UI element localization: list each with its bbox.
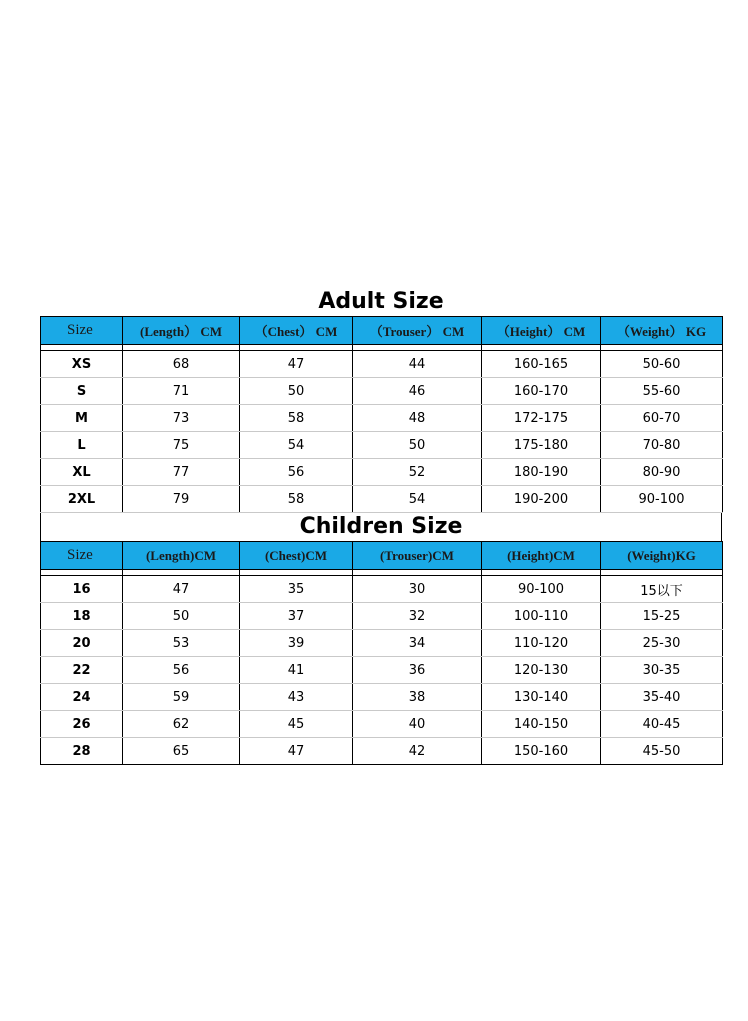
- table-row: [41, 738, 723, 765]
- table-row: [41, 657, 723, 684]
- children-header-trouser: (Trouser)CM: [353, 542, 482, 570]
- chest-cell: 58: [240, 405, 353, 432]
- size-cell: 18: [41, 603, 123, 630]
- chest-cell: 50: [240, 378, 353, 405]
- trouser-cell: 36: [353, 657, 482, 684]
- weight-cell: 15-25: [601, 603, 723, 630]
- weight-cell: 45-50: [601, 738, 723, 765]
- chest-cell: 45: [240, 711, 353, 738]
- trouser-cell: 38: [353, 684, 482, 711]
- size-cell: 22: [41, 657, 123, 684]
- weight-cell: 40-45: [601, 711, 723, 738]
- height-cell: 175-180: [482, 432, 601, 459]
- table-row: [41, 432, 723, 459]
- adult-header-row: [41, 317, 723, 345]
- height-cell: 190-200: [482, 486, 601, 513]
- trouser-cell: 46: [353, 378, 482, 405]
- length-cell: 71: [123, 378, 240, 405]
- weight-cell: 90-100: [601, 486, 723, 513]
- height-cell: 130-140: [482, 684, 601, 711]
- chest-cell: 41: [240, 657, 353, 684]
- height-cell: 160-170: [482, 378, 601, 405]
- children-header-row: [41, 542, 723, 570]
- size-chart: [40, 288, 722, 765]
- height-cell: 150-160: [482, 738, 601, 765]
- trouser-cell: 54: [353, 486, 482, 513]
- size-cell: 20: [41, 630, 123, 657]
- size-cell: 16: [41, 576, 123, 603]
- height-cell: 100-110: [482, 603, 601, 630]
- children-header-weight: (Weight)KG: [601, 542, 723, 570]
- table-row: [41, 351, 723, 378]
- trouser-cell: 42: [353, 738, 482, 765]
- trouser-cell: 32: [353, 603, 482, 630]
- height-cell: 120-130: [482, 657, 601, 684]
- length-cell: 56: [123, 657, 240, 684]
- table-row: [41, 459, 723, 486]
- table-row: [41, 378, 723, 405]
- length-cell: 50: [123, 603, 240, 630]
- size-cell: 2XL: [41, 486, 123, 513]
- trouser-cell: 50: [353, 432, 482, 459]
- chest-cell: 43: [240, 684, 353, 711]
- weight-cell: 55-60: [601, 378, 723, 405]
- weight-cell: 60-70: [601, 405, 723, 432]
- trouser-cell: 44: [353, 351, 482, 378]
- size-cell: 24: [41, 684, 123, 711]
- trouser-cell: 34: [353, 630, 482, 657]
- adult-table-header: [41, 317, 723, 345]
- adult-header-weight: （Weight） KG: [601, 317, 723, 345]
- table-row: [41, 405, 723, 432]
- weight-cell: 70-80: [601, 432, 723, 459]
- adult-size-table: [40, 316, 723, 513]
- length-cell: 73: [123, 405, 240, 432]
- size-cell: M: [41, 405, 123, 432]
- chest-cell: 39: [240, 630, 353, 657]
- children-header-length: (Length)CM: [123, 542, 240, 570]
- height-cell: 110-120: [482, 630, 601, 657]
- chest-cell: 56: [240, 459, 353, 486]
- size-cell: XS: [41, 351, 123, 378]
- adult-table-body: [41, 345, 723, 513]
- length-cell: 53: [123, 630, 240, 657]
- weight-cell: 50-60: [601, 351, 723, 378]
- adult-header-length: (Length） CM: [123, 317, 240, 345]
- table-row: [41, 711, 723, 738]
- table-row: [41, 486, 723, 513]
- size-cell: L: [41, 432, 123, 459]
- length-cell: 65: [123, 738, 240, 765]
- height-cell: 180-190: [482, 459, 601, 486]
- table-row: [41, 576, 723, 603]
- adult-header-trouser: （Trouser） CM: [353, 317, 482, 345]
- children-header-size: Size: [41, 542, 123, 570]
- children-header-height: (Height)CM: [482, 542, 601, 570]
- size-cell: 28: [41, 738, 123, 765]
- adult-size-title: Adult Size: [318, 289, 444, 314]
- length-cell: 59: [123, 684, 240, 711]
- size-cell: S: [41, 378, 123, 405]
- children-size-title: Children Size: [40, 513, 722, 541]
- children-size-table: [40, 541, 723, 765]
- table-row: [41, 603, 723, 630]
- length-cell: 62: [123, 711, 240, 738]
- children-table-body: [41, 570, 723, 765]
- chest-cell: 47: [240, 351, 353, 378]
- size-cell: XL: [41, 459, 123, 486]
- children-header-chest: (Chest)CM: [240, 542, 353, 570]
- weight-cell: 25-30: [601, 630, 723, 657]
- trouser-cell: 52: [353, 459, 482, 486]
- height-cell: 172-175: [482, 405, 601, 432]
- height-cell: 160-165: [482, 351, 601, 378]
- height-cell: 90-100: [482, 576, 601, 603]
- children-table-header: [41, 542, 723, 570]
- trouser-cell: 40: [353, 711, 482, 738]
- weight-cell: 80-90: [601, 459, 723, 486]
- size-cell: 26: [41, 711, 123, 738]
- chest-cell: 35: [240, 576, 353, 603]
- height-cell: 140-150: [482, 711, 601, 738]
- table-row: [41, 684, 723, 711]
- trouser-cell: 48: [353, 405, 482, 432]
- weight-cell: 35-40: [601, 684, 723, 711]
- weight-cell: 30-35: [601, 657, 723, 684]
- chest-cell: 47: [240, 738, 353, 765]
- adult-header-height: （Height） CM: [482, 317, 601, 345]
- chest-cell: 37: [240, 603, 353, 630]
- length-cell: 79: [123, 486, 240, 513]
- length-cell: 47: [123, 576, 240, 603]
- table-row: [41, 630, 723, 657]
- adult-header-size: Size: [41, 317, 123, 345]
- weight-cell: 15以下: [601, 576, 723, 603]
- length-cell: 75: [123, 432, 240, 459]
- length-cell: 77: [123, 459, 240, 486]
- adult-header-chest: （Chest） CM: [240, 317, 353, 345]
- chest-cell: 54: [240, 432, 353, 459]
- trouser-cell: 30: [353, 576, 482, 603]
- length-cell: 68: [123, 351, 240, 378]
- chest-cell: 58: [240, 486, 353, 513]
